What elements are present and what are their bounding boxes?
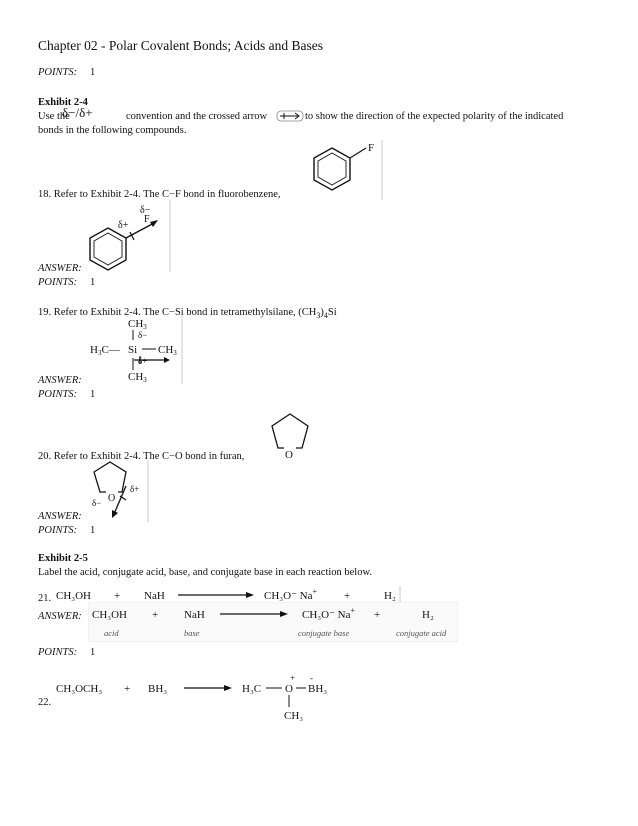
q21a-plus: +: [152, 609, 159, 621]
q21-plus: +: [114, 590, 121, 602]
q21a-ch3oh: CH₃OH: [92, 609, 128, 621]
question-20-text: 20. Refer to Exhibit 2-4. The C−O bond in furan,: [38, 451, 245, 462]
q18-delta-plus: δ+: [118, 220, 129, 231]
q21-points-label: POINTS:: [38, 647, 78, 658]
q21-plus-2: +: [344, 590, 351, 602]
q22-h3c: H₃C: [242, 683, 262, 695]
q18-answer-structure: [86, 200, 172, 272]
q19-delta-minus: δ−: [138, 330, 148, 340]
exhibit-2-4-heading: Exhibit 2-4: [38, 97, 88, 108]
fluorine-label: F: [368, 142, 375, 154]
q22-plus: +: [124, 683, 131, 695]
q22-bh3-product: BH₃: [308, 683, 328, 695]
q21a-ch3o: CH₃O⁻ Na+: [302, 606, 355, 621]
points-value: 1: [90, 67, 96, 78]
crossed-arrow-icon: [276, 110, 304, 122]
delta-symbols: δ−/δ+: [62, 105, 93, 120]
q22-reaction: [54, 672, 338, 724]
label-base: base: [184, 628, 200, 638]
exhibit-2-4-instr-tail: to show the direction of the expected polarity of the indicated: [305, 111, 564, 122]
fluorobenzene-structure: [302, 140, 384, 200]
q19-h3c: H3C—: [90, 344, 120, 357]
q19-bottom-ch3: CH3: [128, 371, 147, 384]
exhibit-2-4-instr-convention: convention and the crossed arrow: [126, 111, 268, 122]
exhibit-2-4-instr-use: Use the: [38, 111, 70, 122]
q19-right-ch3: CH3: [158, 344, 177, 357]
q20-delta-plus: δ+: [130, 484, 140, 494]
furan-structure: [264, 408, 324, 464]
question-18-text: 18. Refer to Exhibit 2-4. The C−F bond in fluorobenzene,: [38, 189, 281, 200]
q18-points-label: POINTS:: [38, 277, 78, 288]
q19-si: Si: [128, 344, 138, 356]
q21-points-value: 1: [90, 647, 96, 658]
q19-points-label: POINTS:: [38, 389, 78, 400]
q21a-nah: NaH: [184, 609, 205, 621]
q20-o-label: O: [108, 493, 116, 504]
q21-ch3oh: CH₃OH: [56, 590, 92, 602]
q19-answer-label: ANSWER:: [38, 375, 82, 386]
q18-f-label: F: [144, 214, 150, 225]
exhibit-2-5-heading: Exhibit 2-5: [38, 553, 88, 564]
q18-delta-minus: δ−: [140, 205, 151, 216]
label-acid: acid: [104, 628, 119, 638]
q20-answer-structure: [86, 460, 150, 522]
q21-answer-reaction: [88, 602, 458, 642]
delta-convention-icon: [60, 104, 124, 122]
q22-ch3: CH₃: [284, 710, 304, 722]
exhibit-2-4-instr-line2: bonds in the following compounds.: [38, 125, 187, 136]
q22-o: O: [285, 683, 293, 695]
q21-number: 21.: [38, 593, 52, 604]
points-label: POINTS:: [38, 67, 78, 78]
q21-answer-label: ANSWER:: [38, 611, 82, 622]
furan-o-label: O: [285, 449, 293, 461]
tetramethylsilane-structure: [88, 316, 184, 384]
q21a-h2: H₂: [422, 609, 434, 621]
q22-positive-charge: +: [290, 673, 296, 683]
q21-h2: H₂: [384, 590, 396, 602]
q22-ch3och3: CH₃OCH₃: [56, 683, 103, 695]
q22-number: 22.: [38, 697, 52, 708]
q22-negative-charge: -: [310, 673, 313, 683]
q19-points-value: 1: [90, 389, 96, 400]
q22-bh3: BH₃: [148, 683, 168, 695]
page-title: Chapter 02 - Polar Covalent Bonds; Acids and Bases: [38, 38, 323, 53]
q21-nah: NaH: [144, 590, 165, 602]
q18-answer-label: ANSWER:: [38, 263, 82, 274]
question-19-text: 19. Refer to Exhibit 2-4. The C−Si bond in tetramethylsilane, $(CH_3)_4Si$: [38, 307, 337, 321]
q20-points-value: 1: [90, 525, 96, 536]
q19-top-ch3: CH3: [128, 318, 147, 331]
q20-points-label: POINTS:: [38, 525, 78, 536]
q20-answer-label: ANSWER:: [38, 511, 82, 522]
q21-ch3o: CH₃O⁻ Na+: [264, 587, 317, 602]
label-conjugate-base: conjugate base: [298, 628, 350, 638]
q20-delta-minus: δ−: [92, 498, 102, 508]
q19-delta-plus: δ+: [138, 356, 148, 366]
q21a-plus-2: +: [374, 609, 381, 621]
exhibit-2-5-instr: Label the acid, conjugate acid, base, and conjugate base in each reaction below.: [38, 567, 373, 578]
label-conjugate-acid: conjugate acid: [396, 628, 447, 638]
q18-points-value: 1: [90, 277, 96, 288]
